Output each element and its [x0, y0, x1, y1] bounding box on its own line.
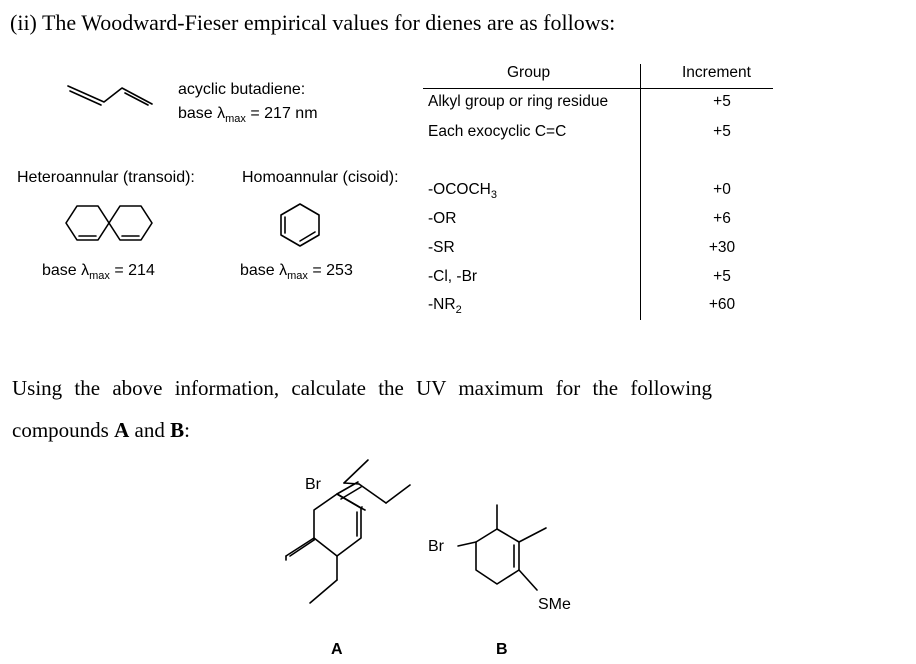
compound-b-structure [458, 505, 546, 590]
table-row-increment: +0 [713, 181, 731, 198]
table-header-rule [423, 88, 773, 89]
heteroannular-label: Heteroannular (transoid): [17, 169, 195, 186]
compound-b-label: B [496, 641, 508, 658]
compound-a-br-label: Br [305, 476, 321, 493]
table-row-increment: +6 [713, 210, 731, 227]
heteroannular-base-value: base $\lambda_{max} = 214$ [42, 262, 155, 282]
question-line-2: compounds A and B: [12, 418, 190, 442]
table-row-group: -Cl, -Br [428, 268, 478, 285]
butadiene-structure [68, 86, 152, 105]
compound-a-label: A [331, 641, 343, 658]
table-column-divider [640, 64, 641, 320]
acyclic-butadiene-label: acyclic butadiene: [178, 81, 306, 98]
table-row-increment: +5 [713, 268, 731, 285]
table-row-increment: +60 [708, 296, 736, 313]
compound-b-br-label: Br [428, 538, 444, 555]
table-row-group: -OR [428, 210, 457, 227]
homoannular-structure [281, 204, 319, 246]
table-row-group: $-OCOCH_3$ [428, 181, 497, 201]
homoannular-base-value: base $\lambda_{max} = 253$ [240, 262, 353, 282]
table-row-increment: +5 [713, 93, 731, 110]
table-header-increment: Increment [682, 64, 751, 81]
table-row-group: Alkyl group or ring residue [428, 93, 609, 110]
compound-b-sme-label: SMe [538, 596, 571, 613]
table-row-group: $-NR_2$ [428, 296, 462, 316]
heteroannular-structure [66, 206, 152, 240]
homoannular-label: Homoannular (cisoid): [242, 169, 399, 186]
question-line-1: Using the above information, calculate the UV maximum for the following [12, 376, 713, 400]
section-heading: (ii) The Woodward-Fieser empirical values for dienes are as follows: [10, 10, 616, 35]
table-row-group: -SR [428, 239, 455, 256]
acyclic-base-value: base $\lambda_{max} = 217$ nm [178, 105, 318, 125]
table-row-increment: +5 [713, 123, 731, 140]
table-row-group: Each exocyclic C=C [428, 123, 567, 140]
table-row-increment: +30 [708, 239, 736, 256]
table-header-group: Group [507, 64, 551, 81]
